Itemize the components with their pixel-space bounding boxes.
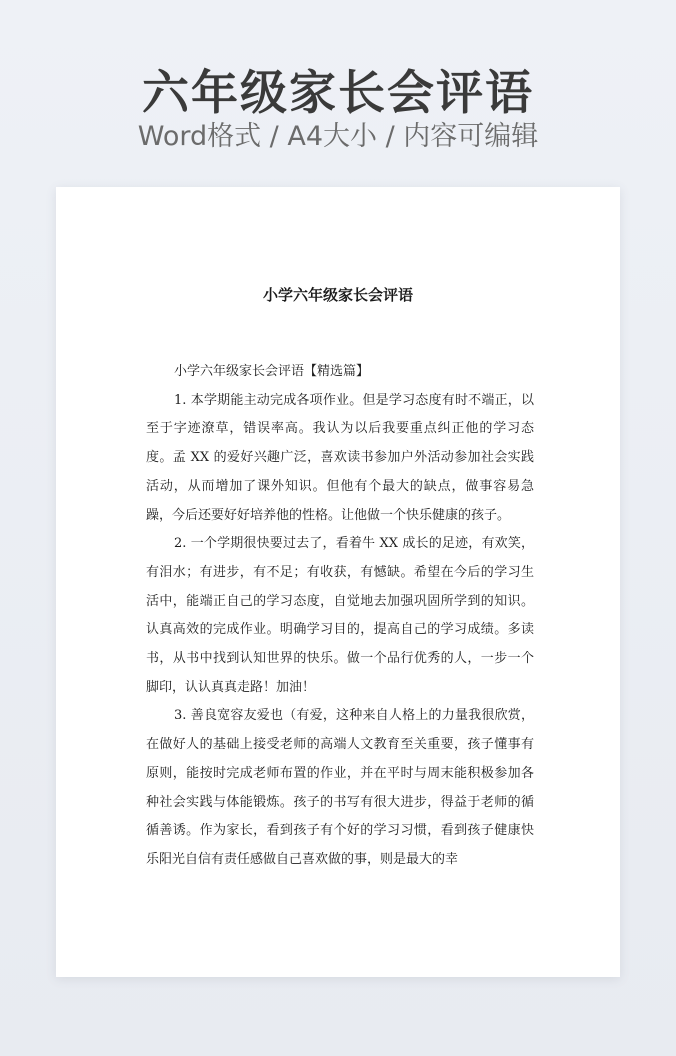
document-body xyxy=(146,358,534,875)
paragraph-2: 2. 一个学期很快要过去了，看着牛 XX 成长的足迹，有欢笑，有泪水；有进步，有不足；有收获，有憾缺。希望在今后的学习生活中，能端正自己的学习态度，自觉地去加强巩固所学到的知识。认真高效的完成作业。明确学习目的，提高自己的学习成绩。多读书，从书中找到认知世界的快乐。做一个品行优秀的人，一步一个脚印，认认真真走路！加油！ xyxy=(146,536,534,695)
banner-subtitle: Word格式 / A4大小 / 内容可编辑 xyxy=(137,121,539,152)
paragraph-3: 3. 善良宽容友爱也（有爱，这种来自人格上的力量我很欣赏，在做好人的基础上接受老师的高端人文教育至关重要，孩子懂事有原则，能按时完成老师布置的作业，并在平时与周末能积极参加各种社会实践与体能锻炼。孩子的书写有很大进步，得益于老师的循循善诱。作为家长，看到孩子有个好的学习习惯，看到孩子健康快乐阳光自信有责任感做自己喜欢做的事，则是最大的幸 xyxy=(146,708,534,867)
document-title: 小学六年级家长会评语 xyxy=(262,286,413,304)
document-page xyxy=(56,187,620,977)
banner-title: 六年级家长会评语 xyxy=(142,66,534,121)
section-heading: 小学六年级家长会评语【精选篇】 xyxy=(174,364,370,379)
paragraph-1: 1. 本学期能主动完成各项作业。但是学习态度有时不端正，以至于字迹潦草，错误率高。我认为以后我要重点纠正他的学习态度。孟 XX 的爱好兴趣广泛，喜欢读书参加户外活动参加社会实践活动，从而增加了课外知识。但他有个最大的缺点，做事容易急躁，今后还要好好培养他的性格。让他做一个快乐健康的孩子。 xyxy=(146,392,534,523)
